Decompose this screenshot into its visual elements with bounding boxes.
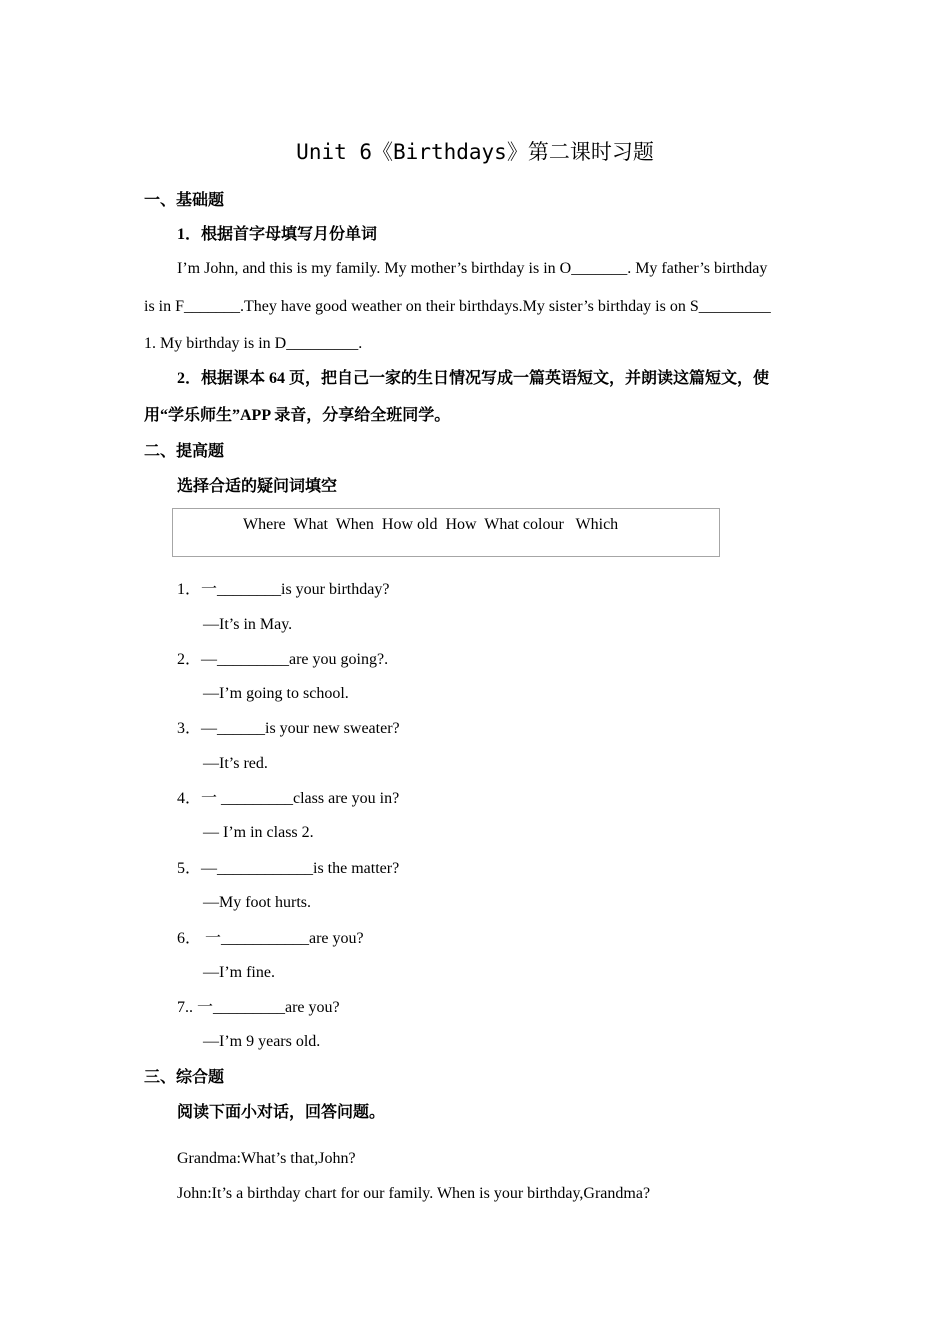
question-item: 2．—_________are you going?. [177,651,389,668]
question-item: 7.. 一_________are you? [177,999,340,1016]
question-item: 5．—____________is the matter? [177,860,400,877]
answer-item: — I’m in class 2. [203,824,314,841]
section-3-instruction: 阅读下面小对话，回答问题。 [177,1104,386,1121]
question-item: 1．一________is your birthday? [177,581,390,598]
word-bank-box [172,508,720,557]
question-2-line: 2．根据课本 64 页，把自己一家的生日情况写成一篇英语短文，并朗读这篇短文，使 [177,370,770,387]
section-2-heading: 二、提高题 [144,443,225,460]
paragraph-line: 1. My birthday is in D_________. [144,335,363,352]
paragraph-line: is in F_______.They have good weather on their birthdays.My sister’s birthday is on S_________ [144,298,771,315]
document-title: Unit 6《Birthdays》第二课时习题 [296,140,654,164]
question-1-title: 1．根据首字母填写月份单词 [177,226,378,243]
question-item: 3．—______is your new sweater? [177,720,400,737]
section-1-heading: 一、基础题 [144,192,225,209]
answer-item: —It’s in May. [203,616,293,633]
answer-item: —It’s red. [203,755,268,772]
section-2-instruction: 选择合适的疑问词填空 [177,478,338,495]
word-bank: Where What When How old How What colour Which [243,516,619,533]
answer-item: —My foot hurts. [203,894,311,911]
question-item: 6． 一___________are you? [177,930,364,947]
answer-item: —I’m fine. [203,964,275,981]
answer-item: —I’m going to school. [203,685,349,702]
dialogue-line: John:It’s a birthday chart for our family. When is your birthday,Grandma? [177,1185,651,1202]
answer-item: —I’m 9 years old. [203,1033,321,1050]
dialogue-line: Grandma:What’s that,John? [177,1150,356,1167]
section-3-heading: 三、综合题 [144,1069,225,1086]
paragraph-line: I’m John, and this is my family. My mother’s birthday is in O_______. My father’s birthday [177,260,768,277]
question-item: 4．一 _________class are you in? [177,790,400,807]
question-2-line: 用“学乐师生”APP 录音，分享给全班同学。 [144,407,451,424]
